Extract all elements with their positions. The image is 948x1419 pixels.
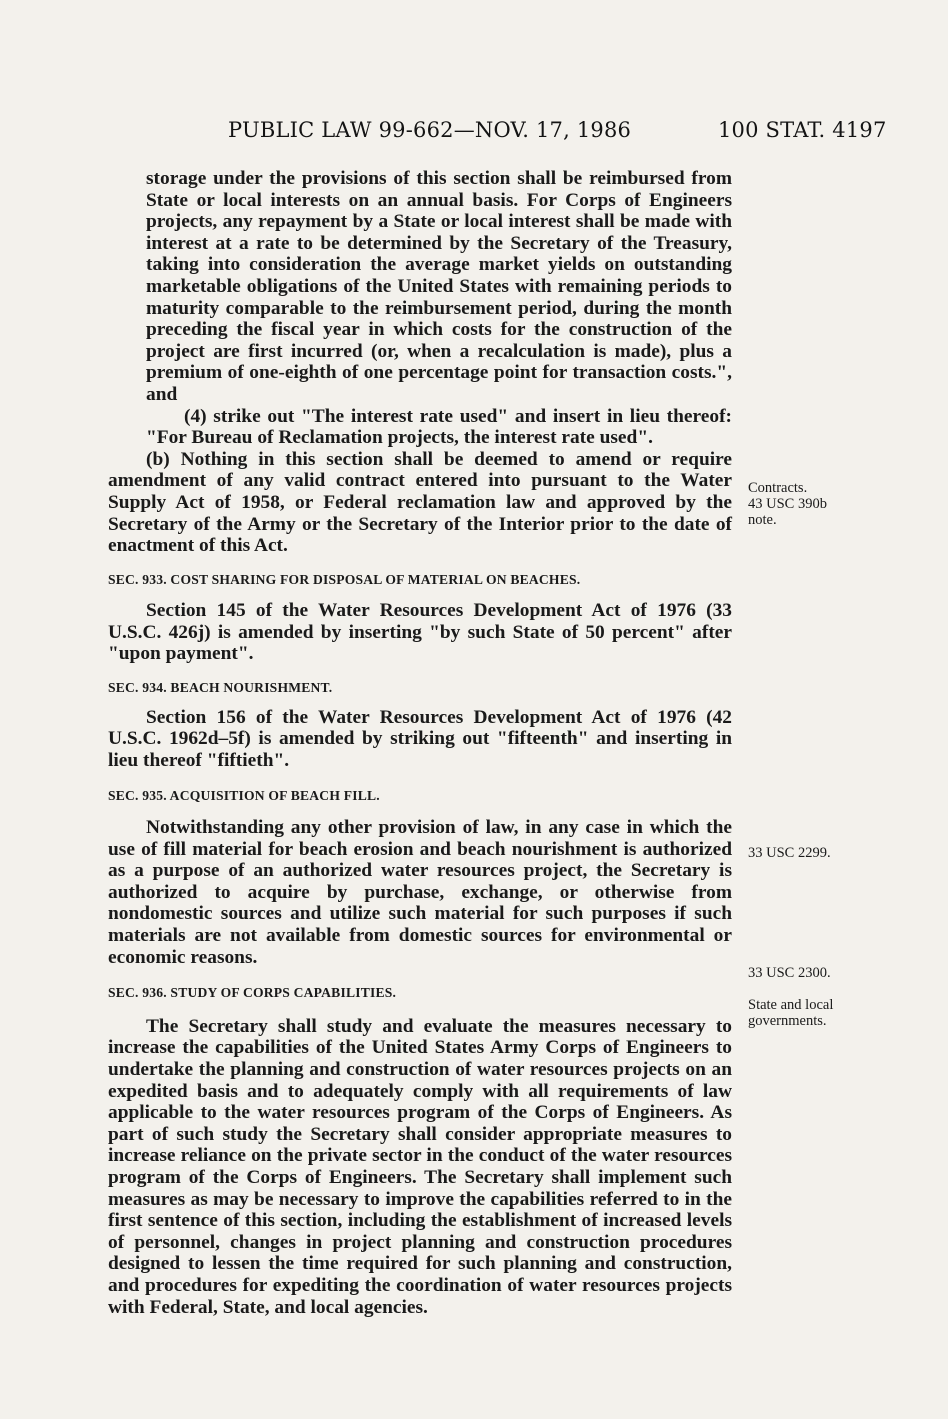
paragraph-b: (b) Nothing in this section shall be deemed to amend or require amendment of any valid contract entered into pursuant to the Water Supply Act of 1958, or Federal reclamation law and approved by the Secretary of the Army or the Secretary of the Interior prior to the date of enactment of this Act. [108,448,732,557]
section-936-heading: SEC. 936. STUDY OF CORPS CAPABILITIES. [108,985,397,1001]
margin-note-contracts [748,480,838,528]
section-935-text: Notwithstanding any other provision of law, in any case in which the use of fill material for beach erosion and beach nourishment is authorized as a purpose of an authorized water resources project, the Secretary is authorized to acquire by purchase, exchange, or otherwise from nondomestic sources and utilize such material for such purposes if such materials are not available from domestic sources for environmental or economic reasons. [108,817,732,968]
body-text [108,168,732,1318]
margin-contracts-label: Contracts. [748,480,808,496]
margin-note-sec936: 33 USC 2300. [748,965,831,981]
section-936-text: The Secretary shall study and evaluate the measures necessary to increase the capabilities of the United States Army Corps of Engineers to undertake the planning and construction of water resources projects on an expedited basis and to adequately comply with all requirements of law applicable to the water resources program of the Corps of Engineers. As part of such study the Secretary shall consider appropriate measures to increase reliance on the private sector in the conduct of the water resources program of the Corps of Engineers. The Secretary shall implement such measures as may be necessary to improve the capabilities referred to in the first sentence of this section, including the establishment of increased levels of personnel, changes in project planning and construction procedures designed to lessen the time required for such planning and construction, and procedures for expediting the coordination of water resources projects with Federal, State, and local agencies. [108,1015,732,1318]
section-934-text: Section 156 of the Water Resources Development Act of 1976 (42 U.S.C. 1962d–5f) is amended by striking out "fifteenth" and inserting in lieu thereof "fiftieth". [108,706,732,771]
margin-note-state-local: State and local governments. [748,997,834,1029]
paragraph-reimbursement: storage under the provisions of this section shall be reimbursed from State or local interests on an annual basis. For Corps of Engineers projects, any repayment by a State or local interest shall be made with interest at a rate to be determined by the Secretary of the Treasury, taking into consideration the average market yields on outstanding marketable obligations of the United States with remaining periods to maturity comparable to the reimbursement period, during the month preceding the fiscal year in which costs for the construction of the project are first incurred (or, when a recalculation is made), plus a premium of one-eighth of one percentage point for transaction costs.", and [146,168,732,405]
page-header [0,118,948,152]
margin-contracts-citation: 43 USC 390b note. [748,496,827,528]
section-935-heading: SEC. 935. ACQUISITION OF BEACH FILL. [108,788,380,804]
section-934-heading: SEC. 934. BEACH NOURISHMENT. [108,680,333,696]
section-933-heading: SEC. 933. COST SHARING FOR DISPOSAL OF MATERIAL ON BEACHES. [108,571,581,587]
margin-note-sec935: 33 USC 2299. [748,845,831,861]
paragraph-item-4: (4) strike out "The interest rate used" and insert in lieu thereof: "For Bureau of Reclamation projects, the interest rate used". [146,405,732,449]
stat-page-number: 100 STAT. 4197 [718,118,887,142]
public-law-title: PUBLIC LAW 99-662—NOV. 17, 1986 [228,118,632,142]
section-933-text: Section 145 of the Water Resources Development Act of 1976 (33 U.S.C. 426j) is amended by inserting "by such State of 50 percent" after "upon payment". [108,600,732,665]
